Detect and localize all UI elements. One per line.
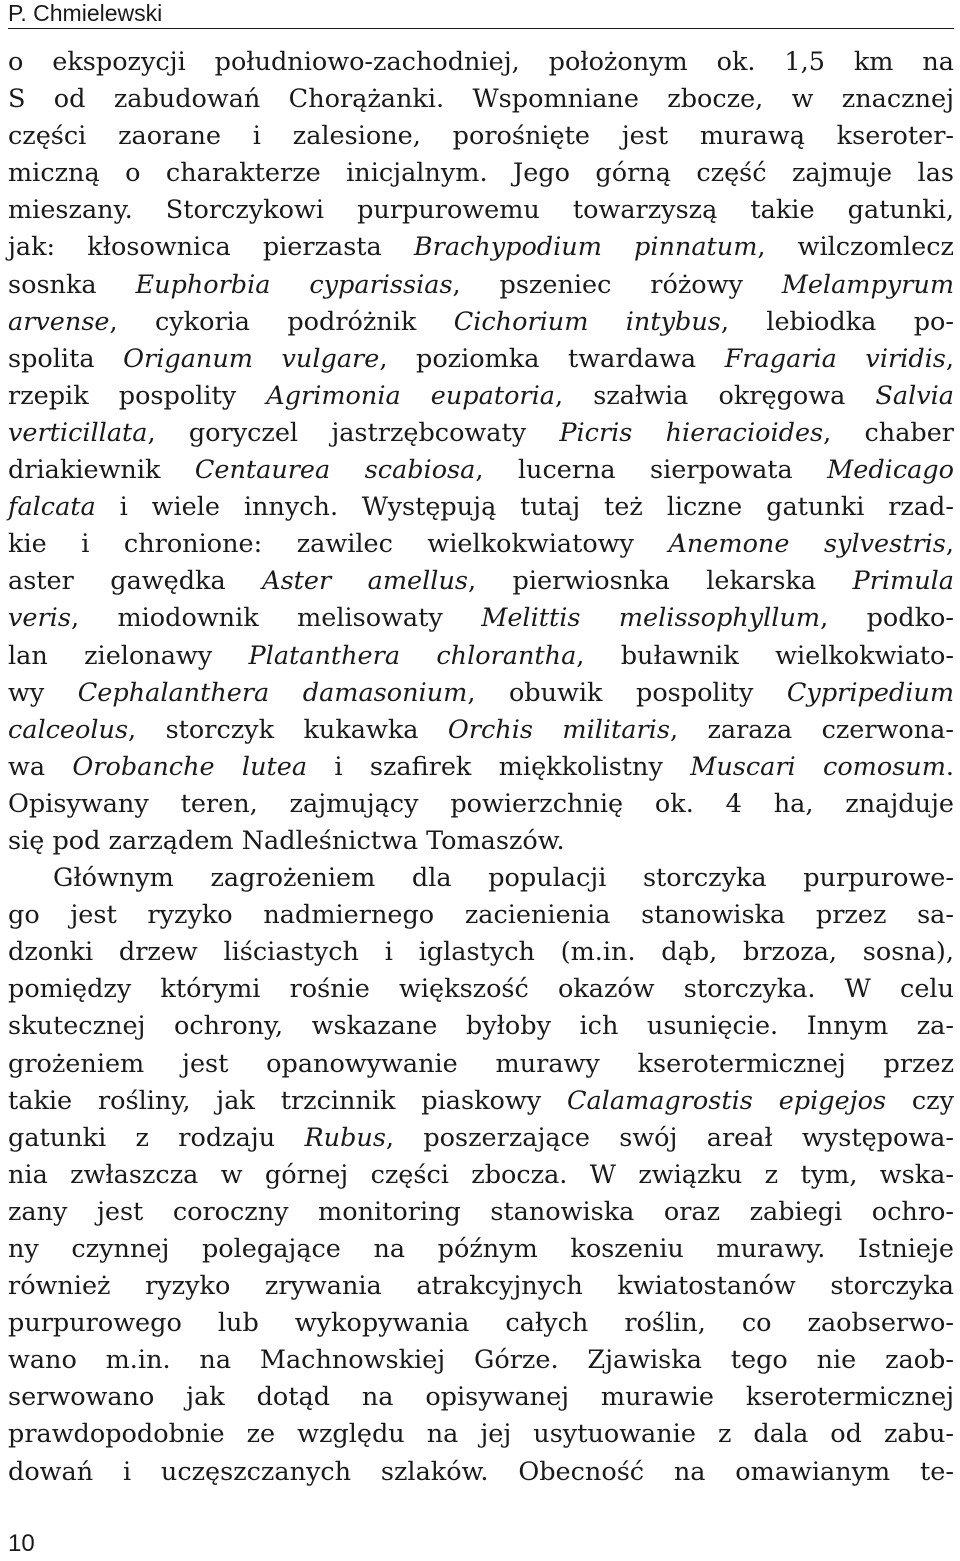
text-run: aster gawędka	[8, 566, 263, 597]
text-run: spolita	[8, 343, 124, 374]
text-run: driakiewnik	[8, 455, 195, 486]
text-run: , szałwia okręgowa	[554, 380, 876, 411]
text-run: , lucerna sierpowata	[475, 455, 828, 486]
species-name: Centaurea scabiosa	[194, 455, 476, 486]
text-run: wy	[8, 677, 78, 708]
text-line	[8, 638, 954, 675]
text-line	[8, 1194, 954, 1231]
species-name: falcata	[8, 492, 96, 523]
text-line	[8, 1454, 954, 1491]
text-run: , pierwiosnka lekarska	[467, 566, 853, 597]
species-name: Picris hieracioides	[559, 417, 824, 448]
text-line	[8, 712, 954, 749]
species-name: Anemone sylvestris	[668, 529, 946, 560]
text-run: , pszeniec różowy	[452, 269, 782, 300]
text-run: części zaorane i zalesione, porośnięte jest murawą kseroter-	[8, 121, 954, 152]
text-run: również ryzyko zrywania atrakcyjnych kwiatostanów storczyka	[8, 1271, 954, 1302]
text-run: miczną o charakterze inicjalnym. Jego górną część zajmuje las	[8, 158, 954, 189]
text-line	[8, 675, 954, 712]
text-run: dzonki drzew liściastych i iglastych (m.in. dąb, brzoza, sosna),	[8, 937, 954, 968]
text-line	[8, 81, 954, 118]
text-run: , goryczel jastrzębcowaty	[147, 417, 560, 448]
text-line	[8, 378, 954, 415]
text-run: rzepik pospolity	[8, 380, 267, 411]
species-name: Melittis melissophyllum	[481, 603, 821, 634]
body-text	[8, 44, 954, 1491]
text-line	[8, 341, 954, 378]
text-line	[8, 600, 954, 637]
species-name: Salvia	[875, 380, 954, 411]
text-line	[8, 1008, 954, 1045]
text-line	[8, 304, 954, 341]
text-line	[8, 229, 954, 266]
species-name: veris	[8, 603, 71, 634]
text-run: lan zielonawy	[8, 640, 249, 671]
text-run: Opisywany teren, zajmujący powierzchnię ok. 4 ha, znajduje	[8, 788, 954, 819]
text-line	[8, 1268, 954, 1305]
species-name: Fragaria viridis	[724, 343, 946, 374]
species-name: Primula	[852, 566, 955, 597]
species-name: Brachypodium pinnatum	[413, 232, 758, 263]
text-run: skutecznej ochrony, wskazane byłoby ich usunięcie. Innym za-	[8, 1011, 954, 1042]
header-rule	[8, 28, 954, 29]
text-run: kie i chronione: zawilec wielkokwiatowy	[8, 529, 669, 560]
text-run: , storczyk kukawka	[128, 714, 448, 745]
text-run: , lebiodka po-	[720, 306, 954, 337]
text-run: pomiędzy którymi rośnie większość okazów storczyka. W celu	[8, 974, 954, 1005]
text-line	[8, 526, 954, 563]
text-line	[8, 749, 954, 786]
text-run: i szafirek miękkolistny	[307, 751, 691, 782]
text-run: serwowano jak dotąd na opisywanej murawie kserotermicznej	[8, 1382, 954, 1413]
text-run: wa	[8, 751, 73, 782]
text-line	[8, 155, 954, 192]
text-run: , cykoria podróżnik	[109, 306, 454, 337]
text-run: Głównym zagrożeniem dla populacji storczyka purpurowe-	[53, 863, 954, 894]
text-run: , zaraza czerwona-	[669, 714, 955, 745]
text-line	[8, 452, 954, 489]
text-run: sosnka	[8, 269, 136, 300]
text-run: , podko-	[820, 603, 954, 634]
text-run: , miodownik melisowaty	[70, 603, 482, 634]
text-line	[8, 489, 954, 526]
text-run: takie rośliny, jak trzcinnik piaskowy	[8, 1085, 567, 1116]
text-run: się pod zarządem Nadleśnictwa Tomaszów.	[8, 825, 565, 856]
species-name: Cephalanthera damasonium	[77, 677, 468, 708]
text-run: , wilczomlecz	[757, 232, 954, 263]
text-line	[8, 1379, 954, 1416]
species-name: calceolus	[8, 714, 129, 745]
text-run: , buławnik wielkokwiato-	[576, 640, 955, 671]
text-line	[8, 934, 954, 971]
text-line	[8, 563, 954, 600]
species-name: verticillata	[8, 417, 148, 448]
species-name: Agrimonia eupatoria	[266, 380, 555, 411]
species-name: Rubus	[304, 1122, 386, 1153]
text-line	[8, 823, 954, 860]
text-run: ,	[945, 343, 955, 374]
text-run: mieszany. Storczykowi purpurowemu towarzyszą takie gatunki,	[8, 195, 954, 226]
species-name: arvense	[8, 306, 110, 337]
species-name: Calamagrostis epigejos	[566, 1085, 887, 1116]
text-run: nia zwłaszcza w górnej części zbocza. W związku z tym, wska-	[8, 1159, 954, 1190]
text-line	[8, 415, 954, 452]
text-line	[8, 267, 954, 304]
text-line	[8, 1416, 954, 1453]
text-run: ny czynnej polegające na późnym koszeniu murawy. Istnieje	[8, 1234, 954, 1264]
text-line	[8, 118, 954, 155]
text-run: , chaber	[823, 417, 954, 448]
text-run: S od zabudowań Chorążanki. Wspomniane zbocze, w znacznej	[8, 84, 954, 115]
species-name: Euphorbia cyparissias	[135, 269, 453, 300]
text-run: ,	[945, 529, 954, 560]
text-run: wano m.in. na Machnowskiej Górze. Zjawiska tego nie zaob-	[8, 1345, 954, 1376]
text-run: purpurowego lub wykopywania całych roślin, co zaobserwo-	[8, 1308, 954, 1339]
text-line	[8, 897, 954, 934]
running-head-author: P. Chmielewski	[8, 0, 163, 26]
text-run: zany jest coroczny monitoring stanowiska oraz zabiegi ochro-	[8, 1196, 954, 1227]
text-run: i wiele innych. Występują tutaj też liczne gatunki rzad-	[95, 492, 954, 523]
species-name: Aster amellus	[262, 566, 468, 597]
text-line	[8, 1342, 954, 1379]
text-line	[8, 192, 954, 229]
text-line	[8, 44, 954, 81]
text-run: gatunki z rodzaju	[8, 1122, 305, 1153]
text-run: prawdopodobnie ze względu na jej usytuowanie z dala od zabu-	[8, 1419, 954, 1450]
species-name: Orchis militaris	[447, 714, 670, 745]
species-name: Orobanche lutea	[72, 751, 308, 782]
page-number: 10	[8, 1530, 35, 1557]
species-name: Platanthera chlorantha	[248, 640, 577, 671]
species-name: Melampyrum	[781, 269, 954, 300]
species-name: Muscari comosum	[690, 751, 946, 782]
text-run: , poziomka twardawa	[379, 343, 725, 374]
text-line	[8, 1305, 954, 1342]
text-run: jak: kłosownica pierzasta	[8, 232, 414, 263]
text-line	[8, 1120, 954, 1157]
species-name: Cypripedium	[786, 677, 955, 708]
text-line	[8, 1046, 954, 1083]
species-name: Cichorium intybus	[453, 306, 721, 337]
species-name: Origanum vulgare	[123, 343, 380, 374]
text-run: go jest ryzyko nadmiernego zacienienia stanowiska przez sa-	[8, 900, 954, 931]
text-run: dowań i uczęszczanych szlaków. Obecność na omawianym te-	[8, 1456, 954, 1487]
text-run: czy	[886, 1085, 955, 1116]
text-run: .	[945, 751, 955, 782]
text-run: , obuwik pospolity	[467, 677, 787, 708]
text-run: grożeniem jest opanowywanie murawy kserotermicznej przez	[8, 1048, 954, 1079]
text-run: o ekspozycji południowo-zachodniej, położonym ok. 1,5 km na	[8, 47, 954, 77]
text-run: , poszerzające swój areał występowa-	[385, 1122, 955, 1153]
text-line	[8, 1231, 954, 1268]
species-name: Medicago	[827, 455, 954, 486]
text-line	[8, 786, 954, 823]
text-line	[8, 1157, 954, 1194]
text-line	[8, 860, 954, 897]
text-line	[8, 1083, 954, 1120]
text-line	[8, 971, 954, 1008]
